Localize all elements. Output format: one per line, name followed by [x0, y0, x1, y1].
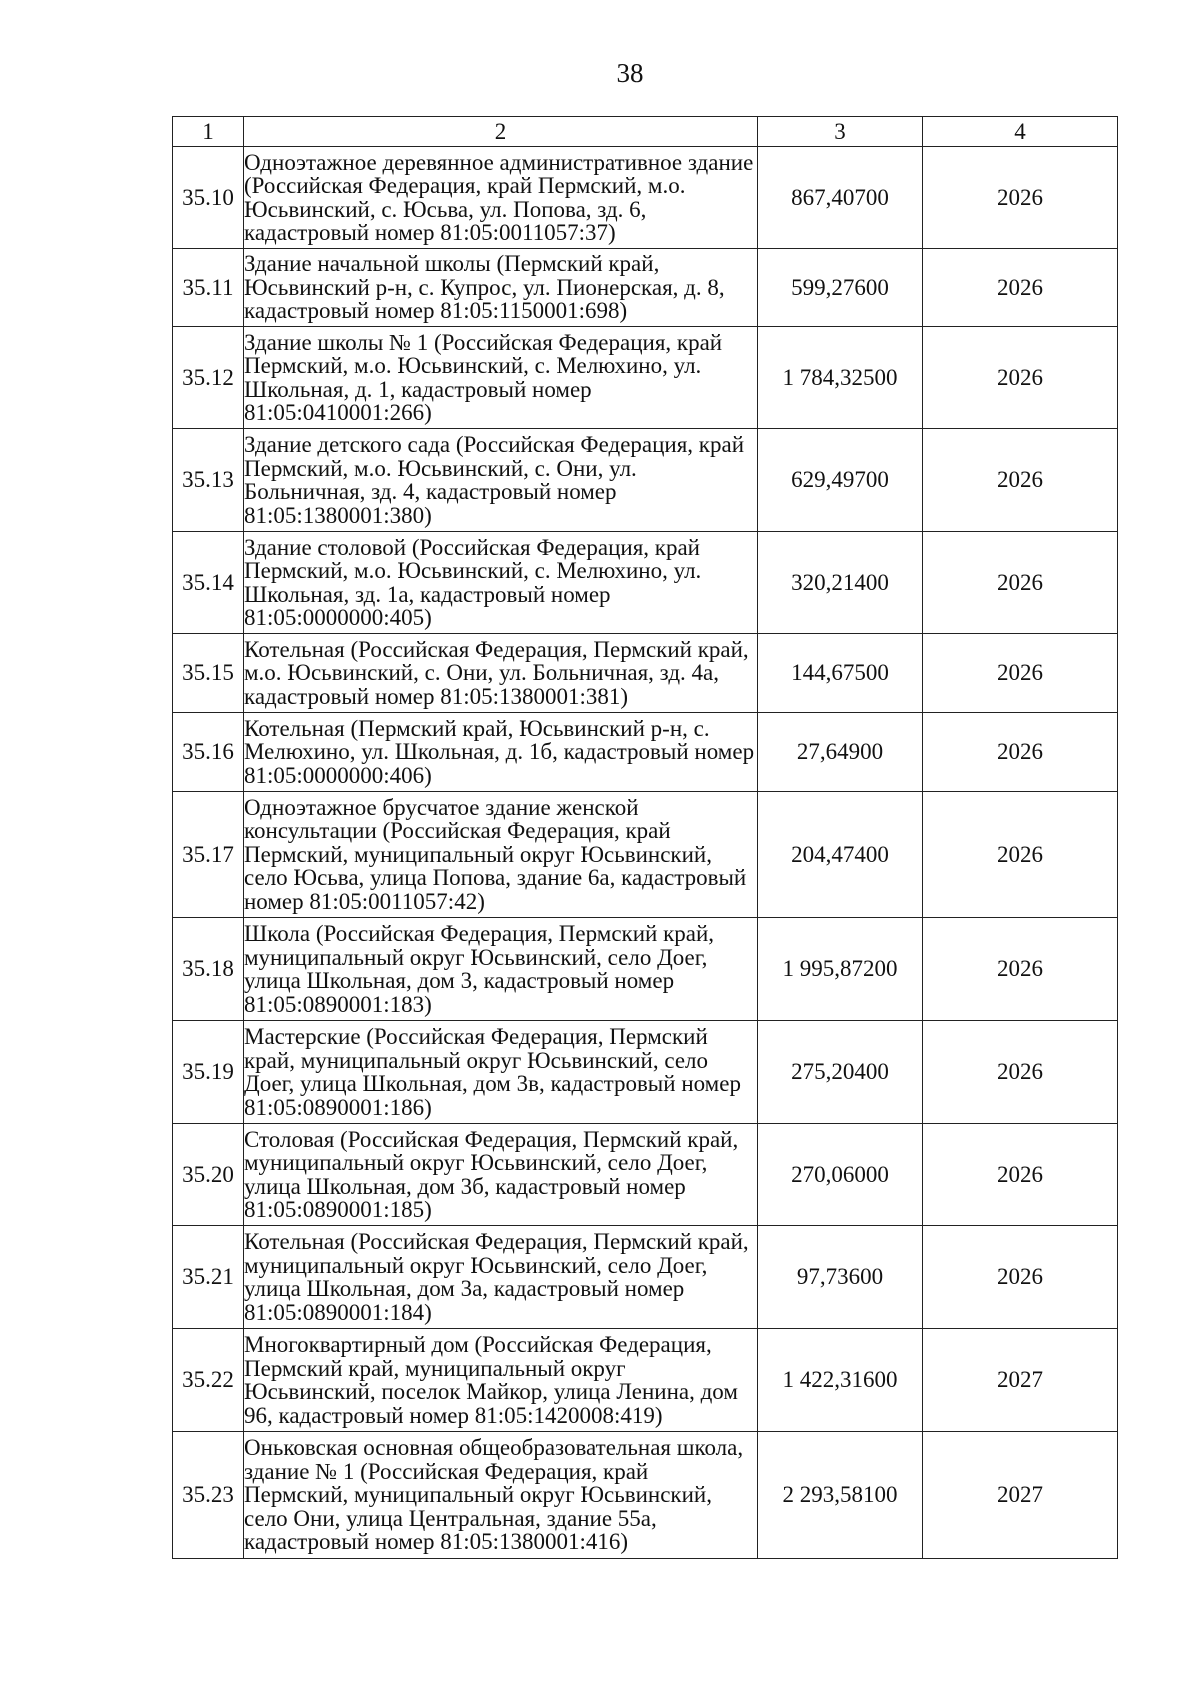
table-row [173, 918, 1118, 1021]
row-value: 1 784,32500 [758, 327, 923, 429]
table-row [173, 1124, 1118, 1226]
row-description: Здание начальной школы (Пермский край, Юсьвинский р-н, с. Купрос, ул. Пионерская, д. 8, кадастровый номер 81:05:1150001:698) [244, 249, 758, 327]
row-description: Оньковская основная общеобразовательная школа, здание № 1 (Российская Федерация, край Пермский, муниципальный округ Юсьвинский, село Они, улица Центральная, здание 55а, кадастровый номер 81:05:1380001:416) [244, 1432, 758, 1559]
row-description: Котельная (Пермский край, Юсьвинский р-н, с. Мелюхино, ул. Школьная, д. 1б, кадастровый номер 81:05:0000000:406) [244, 713, 758, 792]
table-row [173, 249, 1118, 327]
row-description: Котельная (Российская Федерация, Пермский край, м.о. Юсьвинский, с. Они, ул. Больничная, зд. 4а, кадастровый номер 81:05:1380001:381) [244, 634, 758, 713]
row-number: 35.17 [173, 792, 244, 918]
row-value: 1 995,87200 [758, 918, 923, 1021]
row-number: 35.18 [173, 918, 244, 1021]
row-number: 35.20 [173, 1124, 244, 1226]
table-row [173, 1226, 1118, 1329]
table-row [173, 147, 1118, 249]
table-row [173, 713, 1118, 792]
row-value: 27,64900 [758, 713, 923, 792]
table-row [173, 429, 1118, 532]
row-year: 2026 [923, 1124, 1118, 1226]
row-number: 35.23 [173, 1432, 244, 1559]
column-header-4: 4 [923, 117, 1118, 147]
table-row [173, 327, 1118, 429]
row-description: Здание детского сада (Российская Федерация, край Пермский, м.о. Юсьвинский, с. Они, ул. Больничная, зд. 4, кадастровый номер 81:05:1380001:380) [244, 429, 758, 532]
row-value: 2 293,58100 [758, 1432, 923, 1559]
row-value: 204,47400 [758, 792, 923, 918]
row-year: 2026 [923, 918, 1118, 1021]
row-value: 629,49700 [758, 429, 923, 532]
row-year: 2026 [923, 1021, 1118, 1124]
row-year: 2027 [923, 1329, 1118, 1432]
table-row [173, 1021, 1118, 1124]
row-number: 35.19 [173, 1021, 244, 1124]
column-header-1: 1 [173, 117, 244, 147]
column-header-2: 2 [244, 117, 758, 147]
row-year: 2026 [923, 147, 1118, 249]
row-value: 97,73600 [758, 1226, 923, 1329]
row-year: 2026 [923, 792, 1118, 918]
table-row [173, 634, 1118, 713]
table-row [173, 1329, 1118, 1432]
row-year: 2026 [923, 634, 1118, 713]
row-description: Мастерские (Российская Федерация, Пермский край, муниципальный округ Юсьвинский, село Доег, улица Школьная, дом 3в, кадастровый номер 81:05:0890001:186) [244, 1021, 758, 1124]
column-header-3: 3 [758, 117, 923, 147]
row-description: Котельная (Российская Федерация, Пермский край, муниципальный округ Юсьвинский, село Доег, улица Школьная, дом 3а, кадастровый номер 81:05:0890001:184) [244, 1226, 758, 1329]
row-value: 270,06000 [758, 1124, 923, 1226]
row-description: Столовая (Российская Федерация, Пермский край, муниципальный округ Юсьвинский, село Доег, улица Школьная, дом 3б, кадастровый номер 81:05:0890001:185) [244, 1124, 758, 1226]
row-value: 599,27600 [758, 249, 923, 327]
row-number: 35.21 [173, 1226, 244, 1329]
table-row [173, 792, 1118, 918]
row-description: Многоквартирный дом (Российская Федерация, Пермский край, муниципальный округ Юсьвинский, поселок Майкор, улица Ленина, дом 96, кадастровый номер 81:05:1420008:419) [244, 1329, 758, 1432]
row-description: Школа (Российская Федерация, Пермский край, муниципальный округ Юсьвинский, село Доег, улица Школьная, дом 3, кадастровый номер 81:05:0890001:183) [244, 918, 758, 1021]
page-number: 38 [616, 58, 644, 88]
row-year: 2026 [923, 713, 1118, 792]
row-description: Здание школы № 1 (Российская Федерация, край Пермский, м.о. Юсьвинский, с. Мелюхино, ул. Школьная, д. 1, кадастровый номер 81:05:0410001:266) [244, 327, 758, 429]
row-year: 2026 [923, 249, 1118, 327]
row-year: 2026 [923, 532, 1118, 634]
property-table [172, 116, 1118, 1559]
row-year: 2027 [923, 1432, 1118, 1559]
row-number: 35.13 [173, 429, 244, 532]
table-body [173, 147, 1118, 1559]
row-description: Одноэтажное брусчатое здание женской консультации (Российская Федерация, край Пермский, муниципальный округ Юсьвинский, село Юсьва, улица Попова, здание 6а, кадастровый номер 81:05:0011057:42) [244, 792, 758, 918]
row-value: 867,40700 [758, 147, 923, 249]
row-value: 320,21400 [758, 532, 923, 634]
row-description: Здание столовой (Российская Федерация, край Пермский, м.о. Юсьвинский, с. Мелюхино, ул. Школьная, зд. 1а, кадастровый номер 81:05:0000000:405) [244, 532, 758, 634]
row-number: 35.14 [173, 532, 244, 634]
row-number: 35.15 [173, 634, 244, 713]
row-value: 275,20400 [758, 1021, 923, 1124]
row-year: 2026 [923, 1226, 1118, 1329]
table-row [173, 1432, 1118, 1559]
row-number: 35.12 [173, 327, 244, 429]
row-year: 2026 [923, 327, 1118, 429]
row-number: 35.22 [173, 1329, 244, 1432]
row-value: 144,67500 [758, 634, 923, 713]
row-number: 35.11 [173, 249, 244, 327]
row-year: 2026 [923, 429, 1118, 532]
row-number: 35.10 [173, 147, 244, 249]
row-value: 1 422,31600 [758, 1329, 923, 1432]
row-description: Одноэтажное деревянное административное здание (Российская Федерация, край Пермский, м.о. Юсьвинский, с. Юсьва, ул. Попова, зд. 6, кадастровый номер 81:05:0011057:37) [244, 147, 758, 249]
table-row [173, 532, 1118, 634]
header-row [173, 117, 1118, 147]
row-number: 35.16 [173, 713, 244, 792]
